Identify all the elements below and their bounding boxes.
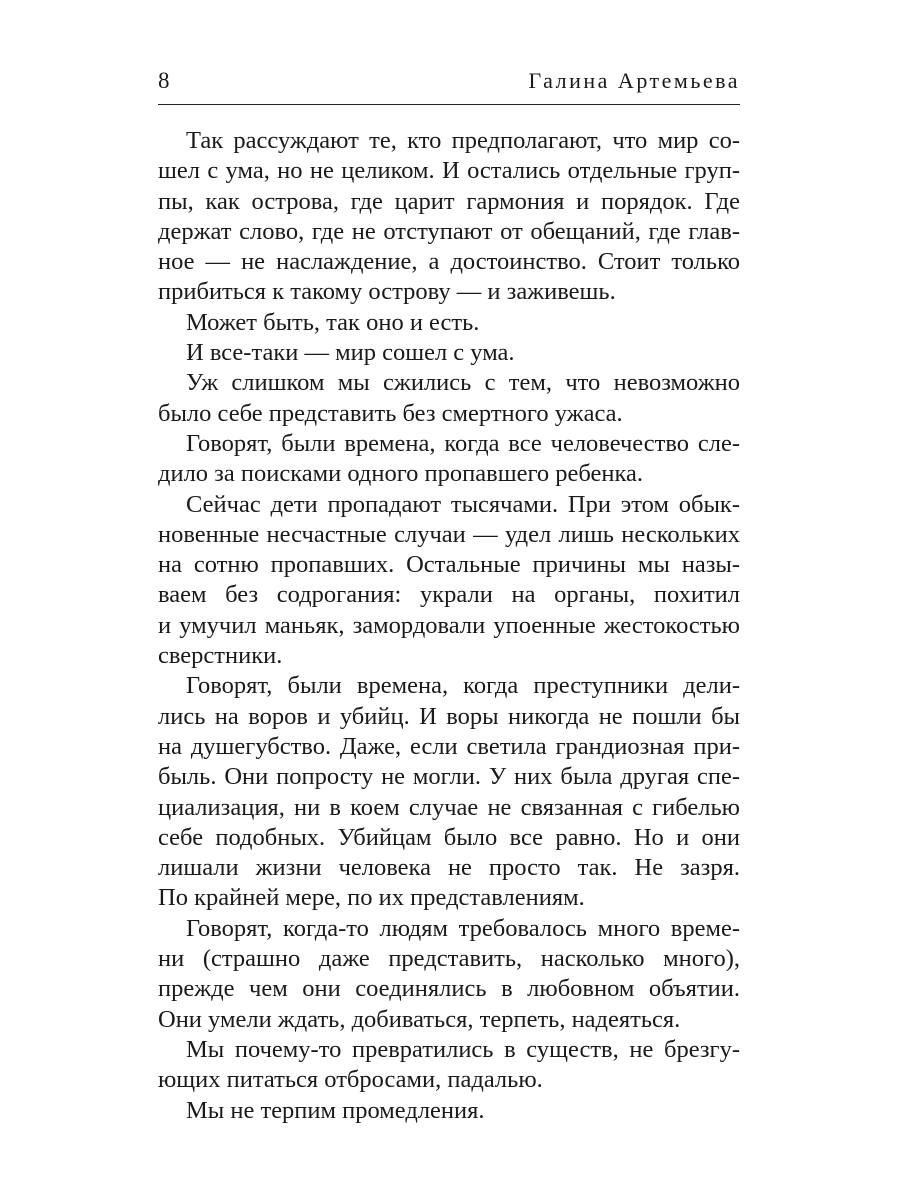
text-line: Может быть, так оно и есть. bbox=[186, 308, 480, 336]
paragraph bbox=[158, 914, 740, 1035]
text-line: ющих питаться отбросами, падалью. bbox=[158, 1066, 543, 1094]
paragraph bbox=[158, 671, 740, 913]
text-line: прежде чем они соединялись в любовном объятии. bbox=[158, 975, 740, 1003]
paragraph bbox=[158, 1035, 740, 1096]
text-line: лись на воров и убийц. И воры никогда не пошли бы bbox=[158, 702, 740, 730]
text-line: Сейчас дети пропадают тысячами. При этом обык- bbox=[186, 490, 740, 518]
paragraph bbox=[158, 429, 740, 490]
text-line: себе подобных. Убийцам было все равно. Но и они bbox=[158, 823, 740, 851]
page-number: 8 bbox=[158, 68, 170, 93]
text-line: ваем без содрогания: украли на органы, похитил bbox=[158, 581, 740, 609]
text-line: По крайней мере, по их представлениям. bbox=[158, 884, 585, 912]
text-line: ное — не наслаждение, а достоинство. Стоит только bbox=[158, 248, 740, 276]
text-line: Говорят, были времена, когда преступники дели- bbox=[186, 672, 740, 700]
text-line: Говорят, были времена, когда все человечество сле- bbox=[186, 429, 740, 457]
running-head-author: Галина Артемьева bbox=[528, 68, 740, 93]
text-line: Уж слишком мы сжились с тем, что невозможно bbox=[186, 369, 740, 397]
paragraph bbox=[158, 490, 740, 672]
text-line: Мы не терпим промедления. bbox=[186, 1096, 485, 1124]
text-line: новенные несчастные случаи — удел лишь нескольких bbox=[158, 520, 740, 548]
text-line: на сотню пропавших. Остальные причины мы назы- bbox=[158, 551, 740, 579]
text-line: ни (страшно даже представить, насколько много), bbox=[158, 945, 740, 973]
text-line: шел с ума, но не целиком. И остались отдельные груп- bbox=[158, 157, 740, 185]
text-line: сверстники. bbox=[158, 642, 283, 670]
running-head bbox=[158, 66, 740, 102]
text-line: лишали жизни человека не просто так. Не зазря. bbox=[158, 854, 740, 882]
paragraph bbox=[158, 126, 740, 308]
text-line: Так рассуждают те, кто предполагают, что мир со- bbox=[186, 127, 740, 154]
text-line: держат слово, где не отступают от обещаний, где глав- bbox=[158, 217, 740, 245]
text-line: и умучил маньяк, замордовали упоенные жестокостью bbox=[158, 611, 740, 639]
paragraph bbox=[158, 338, 740, 368]
paragraph bbox=[158, 308, 740, 338]
text-line: И все-таки — мир сошел с ума. bbox=[186, 339, 515, 367]
paragraph bbox=[158, 1096, 740, 1126]
text-line: Мы почему-то превратились в существ, не брезгу- bbox=[186, 1035, 740, 1063]
header-rule bbox=[158, 104, 740, 105]
text-line: Они умели ждать, добиваться, терпеть, надеяться. bbox=[158, 1005, 681, 1033]
text-line: прибиться к такому острову — и заживешь. bbox=[158, 278, 616, 306]
text-line: было себе представить без смертного ужаса. bbox=[158, 399, 623, 427]
text-line: дило за поисками одного пропавшего ребенка. bbox=[158, 460, 644, 488]
text-line: быль. Они попросту не могли. У них была другая спе- bbox=[158, 763, 740, 791]
text-line: на душегубство. Даже, если светила грандиозная при- bbox=[158, 732, 740, 760]
paragraph bbox=[158, 368, 740, 429]
text-line: циализация, ни в коем случае не связанная с гибелью bbox=[158, 793, 740, 821]
body-text bbox=[158, 126, 740, 1126]
text-line: Говорят, когда-то людям требовалось много време- bbox=[186, 914, 740, 942]
text-line: пы, как острова, где царит гармония и порядок. Где bbox=[158, 187, 740, 215]
